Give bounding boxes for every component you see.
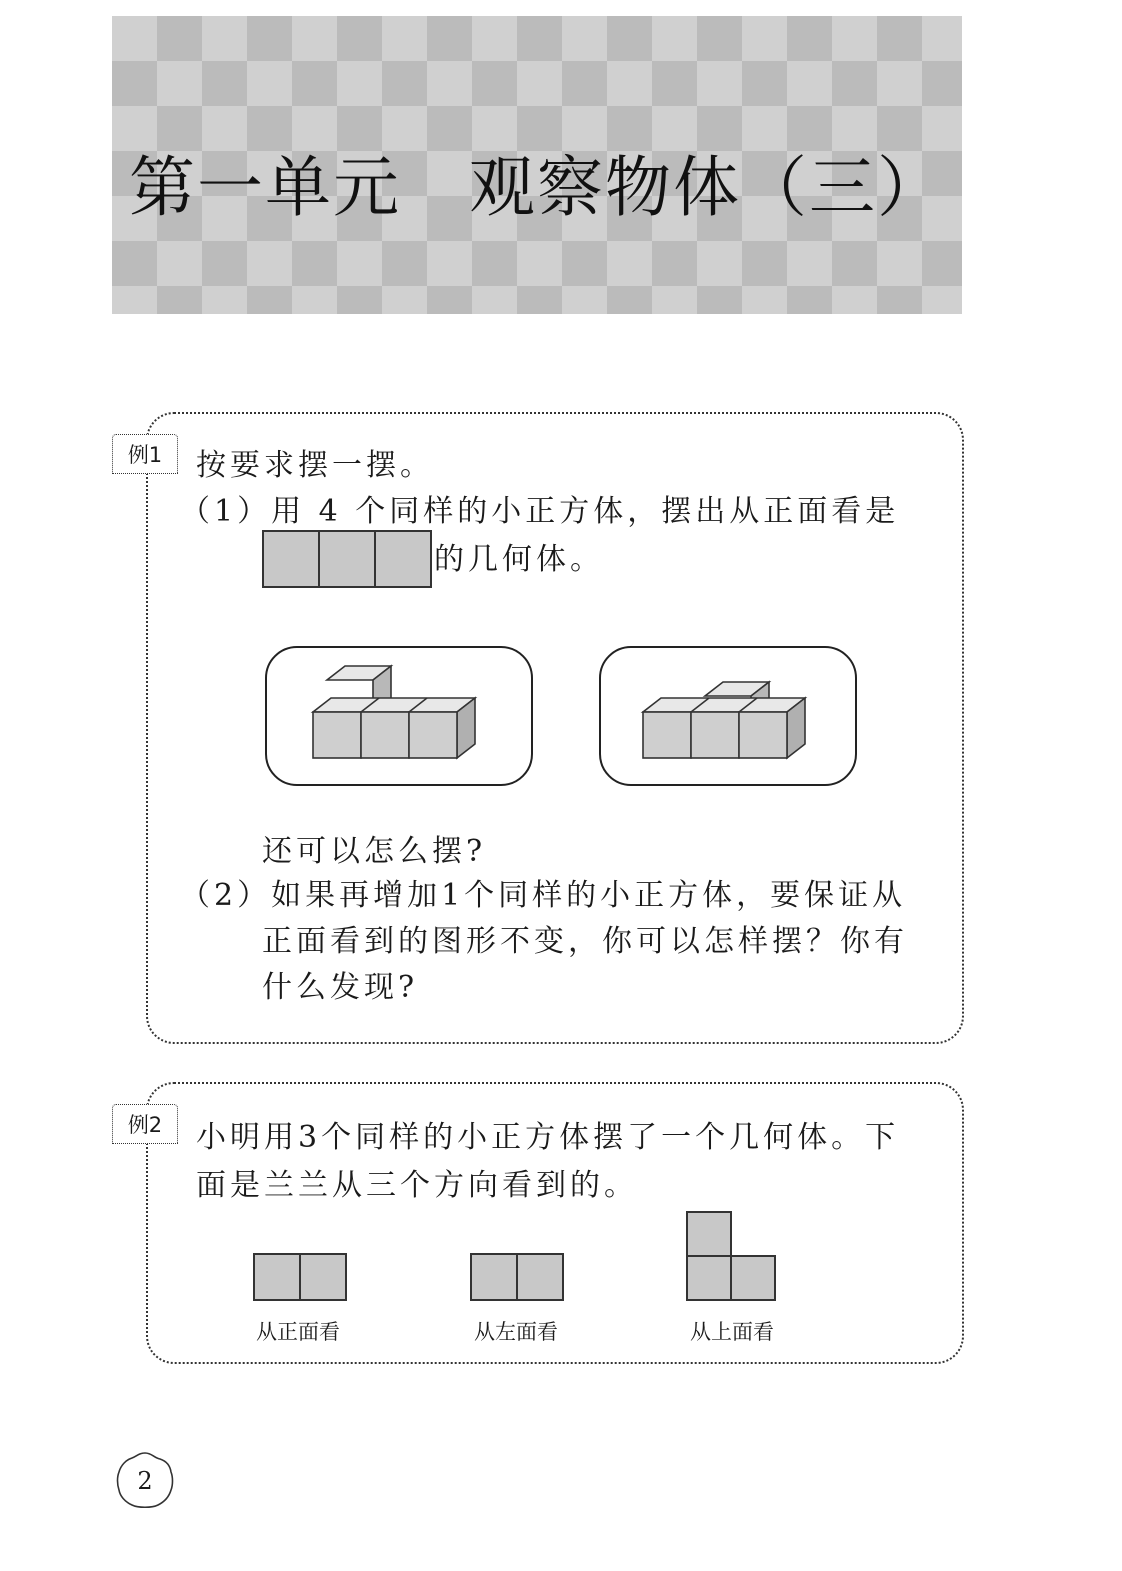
q2-line2: 正面看到的图形不变，你可以怎样摆？你有	[262, 924, 908, 959]
view-square	[730, 1255, 776, 1301]
view-square	[516, 1253, 564, 1301]
page-number: 2	[137, 1467, 153, 1495]
left-view-label: 从左面看	[474, 1320, 558, 1344]
example2-tag: 例2	[112, 1104, 178, 1144]
example2-line1: 小明用3个同样的小正方体摆了一个几何体。下	[196, 1120, 900, 1155]
q1-follow-up: 还可以怎么摆?	[262, 834, 487, 869]
example2-line2: 面是兰兰从三个方向看到的。	[196, 1168, 638, 1203]
cube-arrangement-2	[601, 648, 855, 784]
q2-line1: （2）如果再增加1个同样的小正方体，要保证从	[180, 878, 907, 913]
q1-line1: （1）用 4 个同样的小正方体，摆出从正面看是	[180, 494, 900, 529]
view-square	[686, 1255, 732, 1301]
arrangement-2-card	[599, 646, 857, 786]
front-view-label: 从正面看	[256, 1320, 340, 1344]
front-square	[374, 530, 432, 588]
view-square	[253, 1253, 301, 1301]
q1-line2: 的几何体。	[434, 542, 604, 577]
page-number-badge	[114, 1450, 176, 1512]
view-square	[299, 1253, 347, 1301]
cube-arrangement-1	[267, 648, 531, 784]
view-square	[470, 1253, 518, 1301]
unit-title: 第一单元 观察物体（三）	[129, 149, 945, 226]
arrangement-1-card	[265, 646, 533, 786]
front-square	[318, 530, 376, 588]
front-square	[262, 530, 320, 588]
q2-line3: 什么发现?	[262, 970, 419, 1005]
top-view-label: 从上面看	[690, 1320, 774, 1344]
view-square	[686, 1211, 732, 1257]
unit-banner	[112, 16, 962, 314]
example1-tag: 例1	[112, 434, 178, 474]
example1-intro: 按要求摆一摆。	[196, 448, 434, 483]
